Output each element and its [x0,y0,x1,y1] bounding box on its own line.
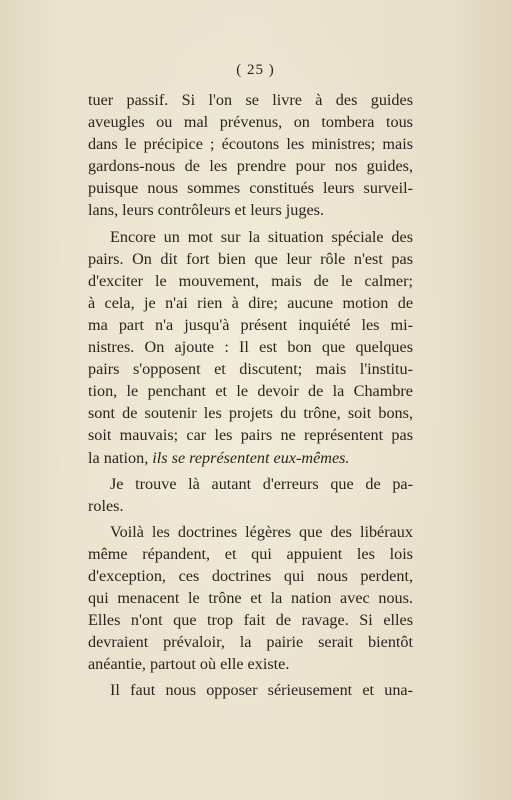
text-line: Elles n'ont que trop fait de ravage. Si elles [88,611,413,630]
text-line: tion, le penchant et le devoir de la Chambre [88,382,413,401]
text-line: à cela, je n'ai rien à dire; aucune motion de [88,293,413,312]
text-line: qui menacent le trône et la nation avec nous. [88,589,413,608]
body-text [88,89,413,702]
text-line: sont de soutenir les projets du trône, soit bons, [88,404,413,423]
text-line: Encore un mot sur la situation spéciale des [110,227,413,246]
text-line: tuer passif. Si l'on se livre à des guides [88,91,413,109]
text-line: devraient prévaloir, la pairie serait bientôt [88,633,413,652]
text-line: anéantie, partout où elle existe. [88,655,290,674]
text-line: ma part n'a jusqu'à présent inquiété les mi- [88,315,413,334]
paragraph-3 [88,473,413,517]
page-number: ( 25 ) [236,62,275,78]
text-line: gardons-nous de les prendre pour nos guides, [88,157,413,176]
text-line: d'exciter le mouvement, mais de le calmer; [88,271,413,290]
text-line: Voilà les doctrines légères que des libéraux [110,522,413,541]
text-line: aveugles ou mal prévenus, on tombera tous [88,113,413,132]
text-line: roles. [88,496,124,515]
text-line: Il faut nous opposer sérieusement et una- [110,681,413,700]
text-line: puisque nous sommes constitués leurs surveil- [88,179,413,198]
text-line: nistres. On ajoute : Il est bon que quelques [88,338,413,357]
text-line: même répandent, et qui appuient les lois [88,544,413,563]
paragraph-2 [88,226,413,469]
text-line: d'exception, ces doctrines qui nous perdent, [88,566,413,585]
text-line-plain: la nation, [88,448,153,467]
text-line [88,447,413,469]
text-line: soit mauvais; car les pairs ne représentent pas [88,426,413,445]
paragraph-5 [88,679,413,701]
italic-quote: ils se représentent eux-mêmes. [152,448,350,467]
text-line: pairs s'opposent et discutent; mais l'institu- [88,360,413,379]
text-line: pairs. On dit fort bien que leur rôle n'est pas [88,249,413,268]
text-line: Je trouve là autant d'erreurs que de pa- [110,474,413,493]
paragraph-4 [88,521,413,676]
paragraph-1 [88,89,413,222]
text-line: dans le précipice ; écoutons les ministres; mais [88,135,413,154]
text-line: lans, leurs contrôleurs et leurs juges. [88,201,325,220]
